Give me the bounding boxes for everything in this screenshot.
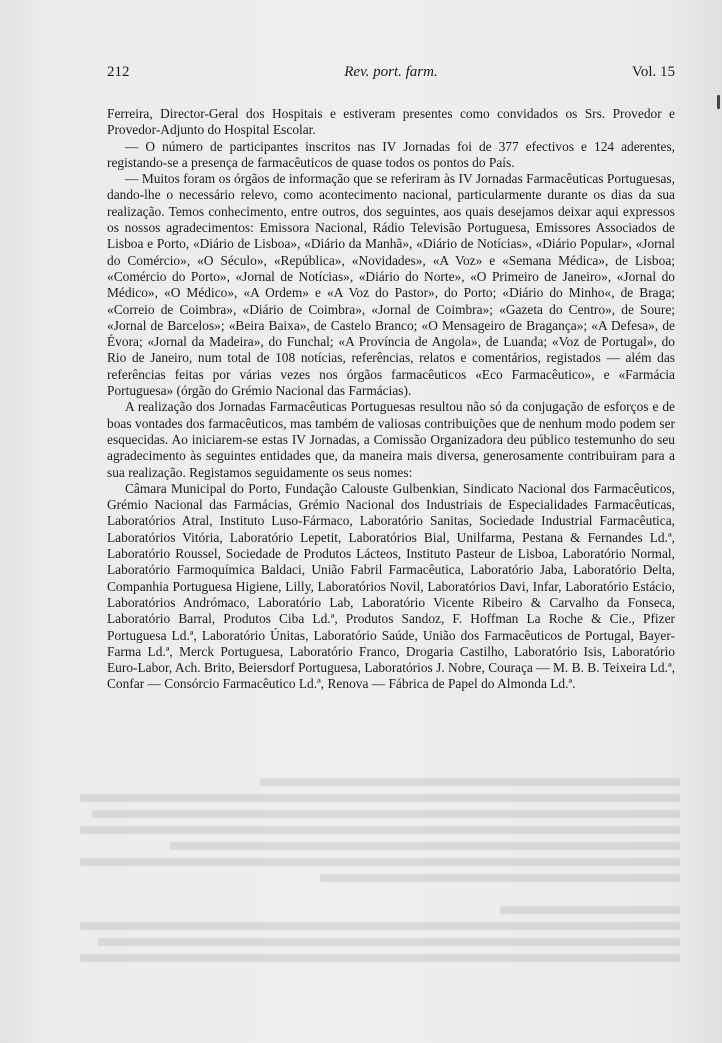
page-number: 212 — [107, 64, 130, 80]
paragraph-3: — Muitos foram os órgãos de informação que se referiram às IV Jornadas Farmacêuticas Portuguesas, dando-lhe o necessário relevo, como acontecimento nacional, particularmente durante os dias da sua realização. Temos conhecimento, entre outros, dos seguintes, aos quais desejamos deixar aqui expressos os nossos agradecimentos: Emissora Nacional, Rádio Televisão Portuguesa, Emissores Associados de Lisboa e Porto, «Diário de Lisboa», «Diário da Manhã», «Diário de Notícias», «Diário Popular», «Jornal do Comércio», «O Século», «República», «Novidades», «A Voz» e «Semana Médica», de Lisboa; «Comércio do Porto», «Jornal de Notícias», «Diário do Norte», «O Primeiro de Janeiro», «Jornal do Médico», «O Médico», «A Ordem» e «A Voz do Pastor», do Porto; «Diário do Minho«, de Braga; «Correio de Coimbra», «Diário de Coimbra», «Jornal de Coimbra»; «Gazeta do Centro», de Soure; «Jornal de Barcelos»; «Beira Baixa», de Castelo Branco; «O Mensageiro de Bragança»; «A Defesa», de Évora; «Jornal da Madeira», do Funchal; «A Província de Angola», de Luanda; «Voz de Portugal», do Rio de Janeiro, num total de 108 notícias, referências, relatos e comentários, registados — além das referências feitas por várias vezes nos órgãos farmacêuticos «Eco Farmacêutico», e «Farmácia Portuguesa» (órgão do Grémio Nacional das Farmácias). — [107, 171, 675, 399]
paragraph-1: Ferreira, Director-Geral dos Hospitais e estiveram presentes como convidados os Srs. Provedor e Provedor-Adjunto do Hospital Escolar. — [107, 106, 675, 138]
page-edge-mark — [717, 95, 720, 109]
paragraph-5: Câmara Municipal do Porto, Fundação Calouste Gulbenkian, Sindicato Nacional dos Farmacêuticos, Grémio Nacional das Farmácias, Grémio Nacional dos Industriais de Especialidades Farmacêuticas, Laboratórios Atral, Instituto Luso-Fármaco, Laboratório Sanitas, Sociedade Industrial Farmacêutica, Laboratórios Vitória, Laboratório Lepetit, Laboratórios Bial, Unilfarma, Pestana & Fernandes Ld.ª, Laboratório Roussel, Sociedade de Produtos Lácteos, Instituto Pasteur de Lisboa, Laboratório Normal, Laboratório Farmoquímica Baldaci, União Fabril Farmacêutica, Laboratório Jaba, Laboratório Delta, Companhia Portuguesa Higiene, Lilly, Laboratórios Novil, Laboratórios Davi, Infar, Laboratório Estácio, Laboratórios Andrómaco, Laboratório Lab, Laboratório Vicente Ribeiro & Carvalho da Fonseca, Laboratório Barral, Produtos Ciba Ld.ª, Produtos Sandoz, F. Hoffman La Roche & Cie., Pfizer Portuguesa Ld.ª, Laboratório Únitas, Laboratório Saúde, União dos Farmacêuticos de Portugal, Bayer-Farma Ld.ª, Merck Portuguesa, Laboratório Franco, Drogaria Castilho, Laboratório Isis, Laboratório Euro-Labor, Ach. Brito, Beiersdorf Portuguesa, Laboratórios J. Nobre, Couraça — M. B. B. Teixeira Ld.ª, Confar — Consórcio Farmacêutico Ld.ª, Renova — Fábrica de Papel do Almonda Ld.ª. — [107, 480, 675, 692]
paragraph-2: — O número de participantes inscritos nas IV Jornadas foi de 377 efectivos e 124 aderentes, registando-se a presença de farmacêuticos de quase todos os pontos do País. — [107, 138, 675, 170]
paragraph-4: A realização dos Jornadas Farmacêuticas Portuguesas resultou não só da conjugação de esforços e de boas vontades dos farmacêuticos, mas também de valiosas contribuições que de nenhum modo podem ser esquecidas. Ao iniciarem-se estas IV Jornadas, a Comissão Organizadora deu público testemunho do seu agradecimento às seguintes entidades que, da maneira mais diversa, generosamente contribuiram para a sua realização. Registamos seguidamente os seus nomes: — [107, 399, 675, 480]
running-header — [107, 64, 675, 84]
show-through-text — [80, 770, 680, 1010]
article-body — [107, 106, 675, 693]
volume-label: Vol. 15 — [631, 64, 675, 80]
journal-title: Rev. port. farm. — [344, 64, 438, 80]
